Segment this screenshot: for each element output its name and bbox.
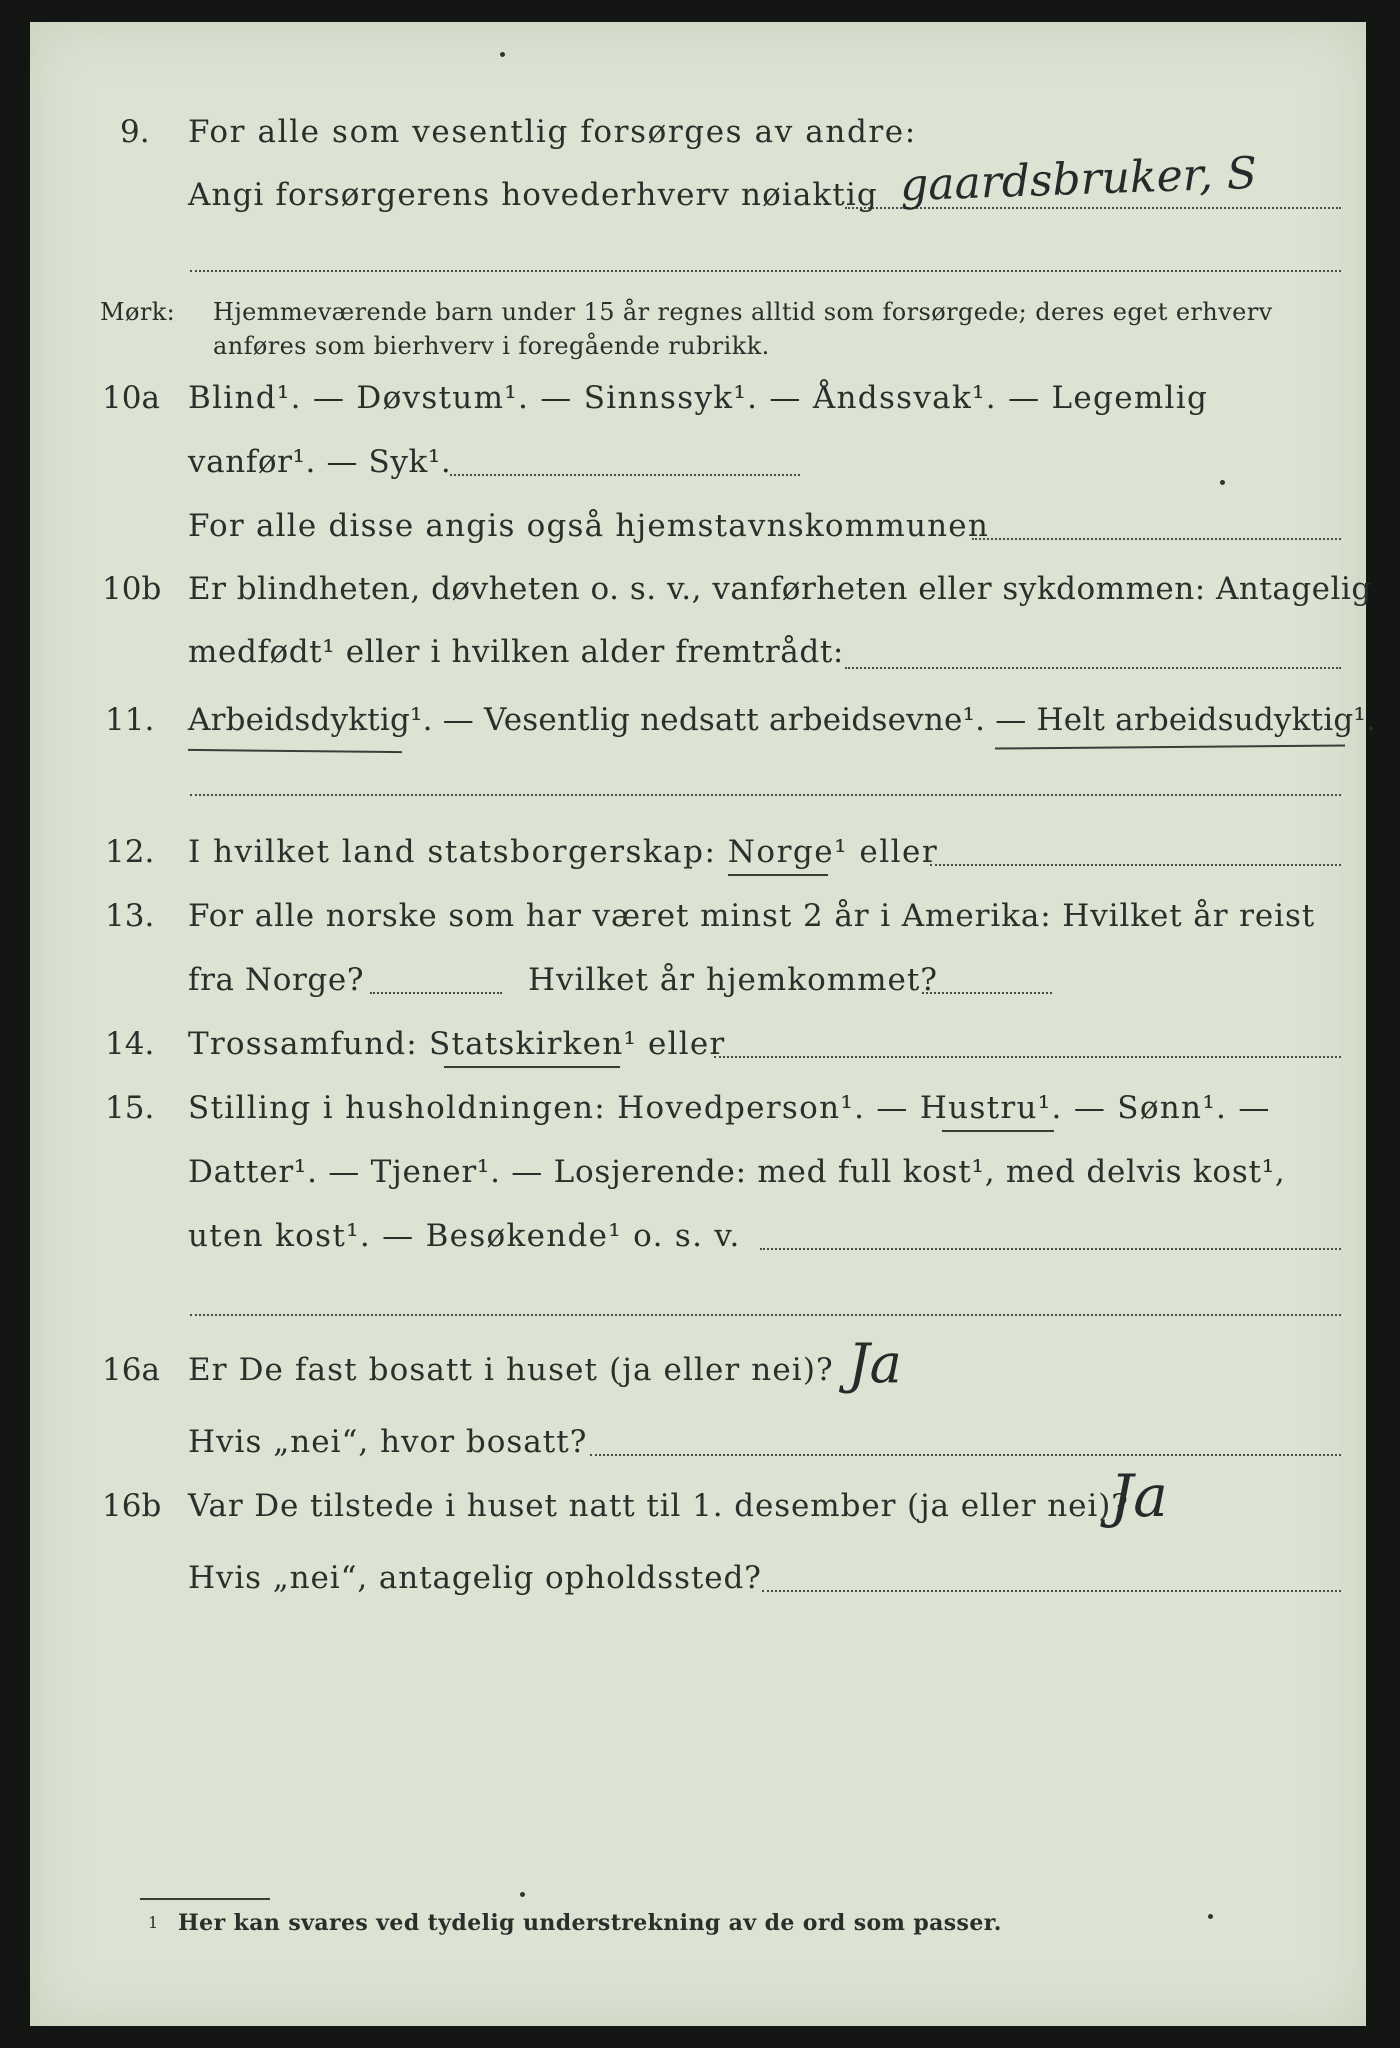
q10a-line3: For alle disse angis også hjemstavnskommunen	[188, 508, 989, 544]
q16a-handwritten-answer: Ja	[848, 1332, 902, 1395]
q15-answer-line	[760, 1248, 1341, 1250]
q9-number: 9.	[120, 114, 150, 150]
footnote-text: Her kan svares ved tydelig understrekning av de ord som passer.	[178, 1910, 1002, 1936]
note-label: Mørk:	[100, 298, 176, 326]
q15-line2: Datter¹. — Tjener¹. — Losjerende: med full kost¹, med delvis kost¹,	[188, 1154, 1286, 1190]
q12-number: 12.	[105, 834, 155, 870]
paper-speck	[520, 1892, 525, 1897]
q10a-hjemstavn-line	[972, 538, 1341, 540]
q14-line1: Trossamfund: Statskirken¹ eller	[188, 1026, 726, 1062]
q11-number: 11.	[105, 702, 155, 738]
paper-speck	[1220, 480, 1225, 485]
q13-hjemkommet-line	[922, 992, 1052, 994]
q16b-handwritten-answer: Ja	[1110, 1462, 1168, 1530]
q16b-answer-line	[762, 1590, 1341, 1592]
q13-line2b: Hvilket år hjemkommet?	[528, 962, 938, 998]
q13-line1: For alle norske som har været minst 2 år i Amerika: Hvilket år reist	[188, 898, 1316, 934]
q14-number: 14.	[105, 1026, 155, 1062]
q16b-number: 16b	[102, 1488, 162, 1524]
q13-line2a: fra Norge?	[188, 962, 365, 998]
q10b-line1: Er blindheten, døvheten o. s. v., vanførheten eller sykdommen: Antagelig	[188, 571, 1372, 607]
q9-handwritten-answer: gaardsbruker, S	[899, 147, 1258, 212]
footnote-marker: 1	[148, 1913, 159, 1932]
q13-number: 13.	[105, 898, 155, 934]
q16a-line2: Hvis „nei“, hvor bosatt?	[188, 1424, 588, 1460]
q12-answer-line	[930, 864, 1341, 866]
note-line2: anføres som bierhverv i foregående rubrikk.	[213, 332, 770, 360]
q10a-line2: vanfør¹. — Syk¹.	[188, 444, 452, 480]
note-line1: Hjemmeværende barn under 15 år regnes alltid som forsørgede; deres eget erhverv	[213, 298, 1273, 326]
q16b-line2: Hvis „nei“, antagelig opholdssted?	[188, 1560, 762, 1596]
q15-extra-line	[190, 1314, 1341, 1316]
q16a-line1: Er De fast bosatt i huset (ja eller nei)?	[188, 1352, 834, 1388]
q16a-answer-line	[590, 1454, 1341, 1456]
q14-underline-statskirken	[444, 1066, 620, 1068]
q10a-syk-line	[450, 474, 800, 476]
q9-line1: For alle som vesentlig forsørges av andre:	[188, 114, 917, 150]
q10b-line2: medfødt¹ eller i hvilken alder fremtrådt:	[188, 634, 844, 670]
q11-underline-helt	[995, 744, 1345, 749]
q10b-number: 10b	[102, 571, 162, 607]
q11-line1: Arbeidsdyktig¹. — Vesentlig nedsatt arbeidsevne¹. — Helt arbeidsudyktig¹.	[188, 702, 1377, 738]
q10a-number: 10a	[102, 380, 160, 416]
q15-number: 15.	[105, 1090, 155, 1126]
paper-speck	[500, 52, 505, 57]
q12-line1: I hvilket land statsborgerskap: Norge¹ eller	[188, 834, 939, 870]
q16b-line1: Var De tilstede i huset natt til 1. desember (ja eller nei)?	[188, 1488, 1129, 1524]
q9-extra-line	[190, 270, 1341, 272]
q15-line3: uten kost¹. — Besøkende¹ o. s. v.	[188, 1218, 741, 1254]
q12-underline-norge	[728, 874, 828, 876]
q10b-answer-line	[845, 667, 1341, 669]
q15-underline-hustru	[942, 1130, 1054, 1132]
q13-reist-line	[370, 992, 502, 994]
census-form-page	[30, 22, 1377, 2026]
paper-speck	[1208, 1914, 1213, 1919]
q9-line2: Angi forsørgerens hovederhverv nøiaktig	[188, 177, 878, 213]
q15-line1: Stilling i husholdningen: Hovedperson¹. — Hustru¹. — Sønn¹. —	[188, 1090, 1271, 1126]
q16a-number: 16a	[102, 1352, 160, 1388]
q10a-line1: Blind¹. — Døvstum¹. — Sinnssyk¹. — Åndssvak¹. — Legemlig	[188, 380, 1209, 416]
q11-underline-arbeidsdyktig	[188, 749, 402, 753]
q14-answer-line	[714, 1056, 1341, 1058]
footnote-rule	[140, 1898, 270, 1900]
q11-extra-line	[190, 794, 1341, 796]
